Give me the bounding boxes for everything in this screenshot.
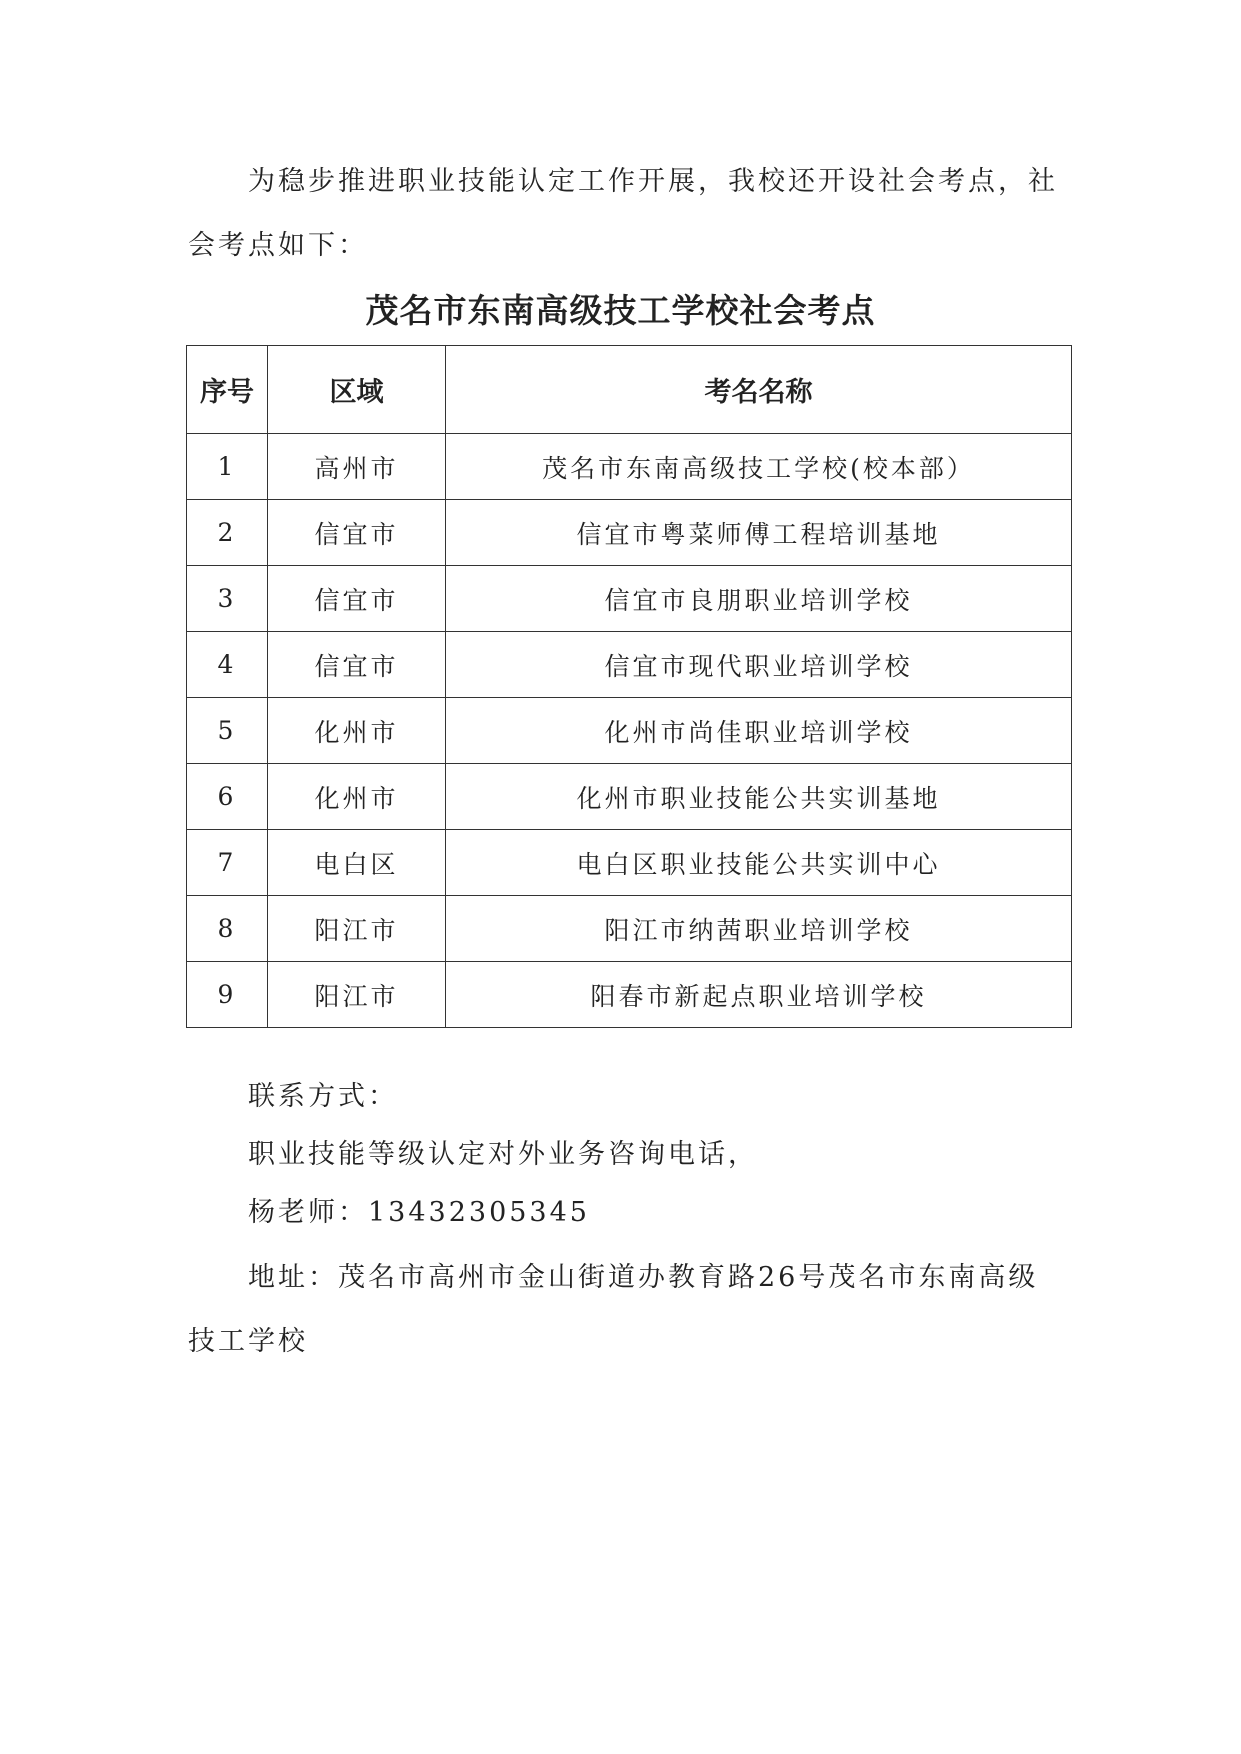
table-row (187, 434, 1072, 500)
row-number: 1 (187, 434, 268, 500)
contact-section (188, 1068, 1068, 1374)
row-area: 信宜市 (268, 566, 446, 632)
row-site-name: 阳江市纳茜职业培训学校 (446, 896, 1072, 962)
contact-hotline: 职业技能等级认定对外业务咨询电话， (248, 1139, 758, 1170)
table-row (187, 632, 1072, 698)
row-area: 信宜市 (268, 632, 446, 698)
row-area: 阳江市 (268, 962, 446, 1028)
header-number: 序号 (187, 346, 268, 434)
table-row (187, 566, 1072, 632)
table-title: 茂名市东南高级技工学校社会考点 (365, 291, 876, 330)
table-header-row (187, 346, 1072, 434)
table-row (187, 698, 1072, 764)
row-area: 化州市 (268, 764, 446, 830)
row-number: 6 (187, 764, 268, 830)
row-site-name: 信宜市良朋职业培训学校 (446, 566, 1072, 632)
table-row (187, 830, 1072, 896)
row-site-name: 化州市职业技能公共实训基地 (446, 764, 1072, 830)
row-area: 电白区 (268, 830, 446, 896)
row-number: 7 (187, 830, 268, 896)
table-row (187, 500, 1072, 566)
contact-person-phone: 杨老师：13432305345 (248, 1197, 590, 1228)
row-number: 9 (187, 962, 268, 1028)
exam-sites-table (186, 345, 1072, 1028)
table-row (187, 764, 1072, 830)
row-number: 4 (187, 632, 268, 698)
row-site-name: 阳春市新起点职业培训学校 (446, 962, 1072, 1028)
row-site-name: 信宜市现代职业培训学校 (446, 632, 1072, 698)
row-area: 化州市 (268, 698, 446, 764)
row-area: 高州市 (268, 434, 446, 500)
header-area: 区域 (268, 346, 446, 434)
row-site-name: 电白区职业技能公共实训中心 (446, 830, 1072, 896)
row-area: 阳江市 (268, 896, 446, 962)
contact-heading: 联系方式： (248, 1081, 398, 1112)
table-row (187, 962, 1072, 1028)
table-row (187, 896, 1072, 962)
row-number: 8 (187, 896, 268, 962)
row-number: 3 (187, 566, 268, 632)
row-number: 2 (187, 500, 268, 566)
row-site-name: 茂名市东南高级技工学校(校本部） (446, 434, 1072, 500)
header-site-name: 考名名称 (446, 346, 1072, 434)
row-site-name: 信宜市粤菜师傅工程培训基地 (446, 500, 1072, 566)
contact-address: 地址：茂名市高州市金山街道办教育路26号茂名市东南高级技工学校 (188, 1262, 1039, 1357)
row-number: 5 (187, 698, 268, 764)
row-area: 信宜市 (268, 500, 446, 566)
intro-paragraph: 为稳步推进职业技能认定工作开展，我校还开设社会考点，社会考点如下： (188, 166, 1058, 261)
row-site-name: 化州市尚佳职业培训学校 (446, 698, 1072, 764)
